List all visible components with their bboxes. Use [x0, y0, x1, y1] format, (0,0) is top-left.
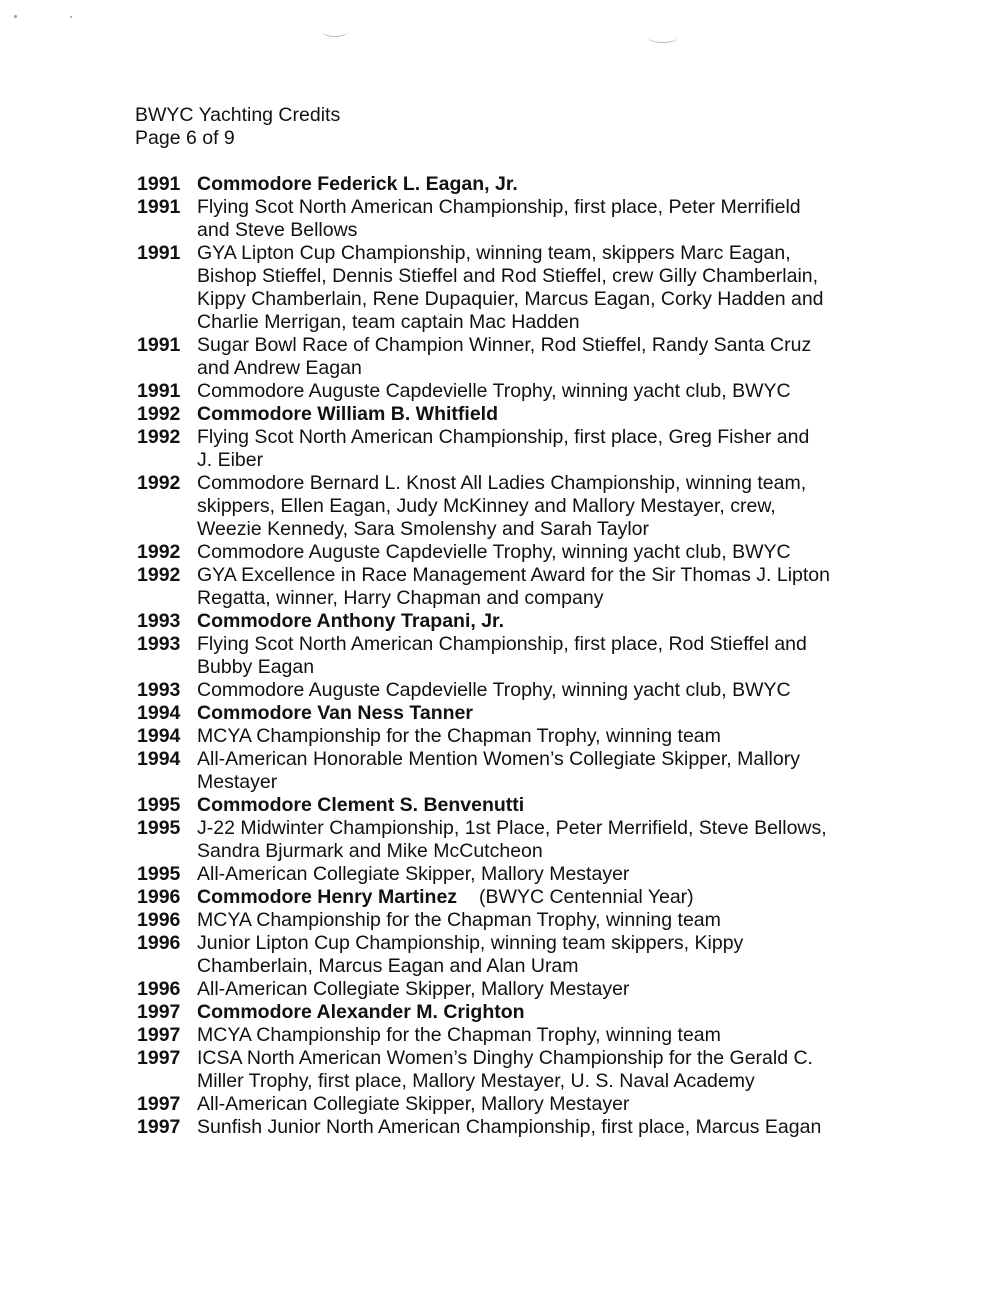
entry-line: Commodore Anthony Trapani, Jr. — [197, 610, 504, 632]
document-header — [135, 104, 340, 150]
entry-text — [197, 1024, 877, 1047]
entry-line: Commodore Federick L. Eagan, Jr. — [197, 173, 518, 195]
entry-line: MCYA Championship for the Chapman Trophy, winning team — [197, 1024, 721, 1046]
entry-year: 1992 — [137, 564, 181, 586]
entry-line: All-American Collegiate Skipper, Mallory Mestayer — [197, 1093, 630, 1115]
entry-line: and Steve Bellows — [197, 219, 358, 241]
entry-line: Sandra Bjurmark and Mike McCutcheon — [197, 840, 543, 862]
entry-year: 1996 — [137, 932, 181, 954]
entry-line: Sugar Bowl Race of Champion Winner, Rod Stieffel, Randy Santa Cruz — [197, 334, 812, 356]
entry-text — [197, 426, 877, 472]
entry-line: MCYA Championship for the Chapman Trophy, winning team — [197, 909, 721, 931]
commodore-entry — [137, 702, 877, 725]
entry-text — [197, 978, 877, 1001]
commodore-entry — [137, 173, 877, 196]
entry-text — [197, 909, 877, 932]
entry-line: Flying Scot North American Championship, first place, Greg Fisher and — [197, 426, 810, 448]
page-number: Page 6 of 9 — [135, 127, 235, 149]
entry-text — [197, 173, 877, 196]
credit-entry — [137, 1047, 877, 1093]
entry-year: 1992 — [137, 541, 181, 563]
entry-text — [197, 403, 877, 426]
entry-year: 1991 — [137, 380, 181, 402]
entry-line: All-American Honorable Mention Women’s Collegiate Skipper, Mallory — [197, 748, 800, 770]
credit-entry — [137, 564, 877, 610]
entry-year: 1996 — [137, 909, 181, 931]
credit-entry — [137, 426, 877, 472]
entry-line: Weezie Kennedy, Sara Smolenshy and Sarah Taylor — [197, 518, 650, 540]
credit-entry — [137, 909, 877, 932]
credit-entry — [137, 380, 877, 403]
entry-text — [197, 725, 877, 748]
entry-line: Commodore Auguste Capdevielle Trophy, winning yacht club, BWYC — [197, 679, 791, 701]
entry-text — [197, 541, 877, 564]
entry-year: 1997 — [137, 1093, 181, 1115]
entry-note: (BWYC Centennial Year) — [479, 886, 694, 908]
entry-year: 1995 — [137, 794, 181, 816]
entry-line: Kippy Chamberlain, Rene Dupaquier, Marcus Eagan, Corky Hadden and — [197, 288, 824, 310]
entry-year: 1995 — [137, 817, 181, 839]
entry-text — [197, 242, 877, 334]
entry-text — [197, 679, 877, 702]
credit-entry — [137, 541, 877, 564]
entry-line: Chamberlain, Marcus Eagan and Alan Uram — [197, 955, 579, 977]
entry-text — [197, 196, 877, 242]
entry-year: 1991 — [137, 242, 181, 264]
entry-year: 1997 — [137, 1047, 181, 1069]
entry-year: 1996 — [137, 978, 181, 1000]
entry-line: Flying Scot North American Championship, first place, Rod Stieffel and — [197, 633, 807, 655]
entry-line: ICSA North American Women’s Dinghy Championship for the Gerald C. — [197, 1047, 813, 1069]
entry-line: All-American Collegiate Skipper, Mallory Mestayer — [197, 863, 630, 885]
credits-list — [137, 173, 877, 1139]
entry-year: 1996 — [137, 886, 181, 908]
entry-line: Commodore William B. Whitfield — [197, 403, 498, 425]
entry-line: J. Eiber — [197, 449, 264, 471]
entry-line: MCYA Championship for the Chapman Trophy, winning team — [197, 725, 721, 747]
entry-line: GYA Lipton Cup Championship, winning team, skippers Marc Eagan, — [197, 242, 791, 264]
credit-entry — [137, 978, 877, 1001]
credit-entry — [137, 334, 877, 380]
entry-year: 1995 — [137, 863, 181, 885]
commodore-entry — [137, 794, 877, 817]
binder-hole-mark — [648, 32, 678, 43]
entry-text — [197, 633, 877, 679]
entry-line: Regatta, winner, Harry Chapman and company — [197, 587, 604, 609]
entry-line: Commodore Clement S. Benvenutti — [197, 794, 525, 816]
entry-line: Junior Lipton Cup Championship, winning team skippers, Kippy — [197, 932, 744, 954]
entry-line: Sunfish Junior North American Championship, first place, Marcus Eagan — [197, 1116, 822, 1138]
entry-line: GYA Excellence in Race Management Award for the Sir Thomas J. Lipton — [197, 564, 830, 586]
entry-line: Commodore Van Ness Tanner — [197, 702, 473, 724]
entry-line: J-22 Midwinter Championship, 1st Place, Peter Merrifield, Steve Bellows, — [197, 817, 827, 839]
entry-text — [197, 863, 877, 886]
entry-year: 1993 — [137, 610, 181, 632]
entry-line: Charlie Merrigan, team captain Mac Hadden — [197, 311, 580, 333]
entry-text — [197, 610, 877, 633]
credit-entry — [137, 1116, 877, 1139]
entry-text — [197, 334, 877, 380]
entry-line: Flying Scot North American Championship, first place, Peter Merrifield — [197, 196, 801, 218]
credit-entry — [137, 863, 877, 886]
scan-speck — [14, 15, 17, 18]
entry-text — [197, 472, 877, 541]
entry-year: 1993 — [137, 633, 181, 655]
entry-year: 1997 — [137, 1116, 181, 1138]
credit-entry — [137, 932, 877, 978]
entry-year: 1997 — [137, 1001, 181, 1023]
entry-text — [197, 817, 877, 863]
scan-speck — [70, 16, 72, 18]
entry-year: 1991 — [137, 196, 181, 218]
entry-line: Commodore Auguste Capdevielle Trophy, winning yacht club, BWYC — [197, 541, 791, 563]
entry-text — [197, 886, 877, 909]
credit-entry — [137, 1093, 877, 1116]
entry-line: All-American Collegiate Skipper, Mallory Mestayer — [197, 978, 630, 1000]
commodore-entry — [137, 610, 877, 633]
credit-entry — [137, 472, 877, 541]
entry-line — [197, 886, 877, 909]
entry-year: 1991 — [137, 173, 181, 195]
entry-text — [197, 794, 877, 817]
entry-line: Commodore Bernard L. Knost All Ladies Championship, winning team, — [197, 472, 807, 494]
entry-line-main: Commodore Henry Martinez — [197, 886, 458, 908]
entry-line: Miller Trophy, first place, Mallory Mestayer, U. S. Naval Academy — [197, 1070, 755, 1092]
credit-entry — [137, 748, 877, 794]
entry-line: Commodore Alexander M. Crighton — [197, 1001, 525, 1023]
entry-line: skippers, Ellen Eagan, Judy McKinney and Mallory Mestayer, crew, — [197, 495, 776, 517]
commodore-entry — [137, 403, 877, 426]
credit-entry — [137, 679, 877, 702]
entry-year: 1997 — [137, 1024, 181, 1046]
entry-line: Bishop Stieffel, Dennis Stieffel and Rod Stieffel, crew Gilly Chamberlain, — [197, 265, 819, 287]
entry-year: 1992 — [137, 426, 181, 448]
entry-text — [197, 1001, 877, 1024]
entry-year: 1993 — [137, 679, 181, 701]
entry-line: and Andrew Eagan — [197, 357, 362, 379]
binder-hole-mark — [322, 26, 348, 37]
entry-text — [197, 380, 877, 403]
entry-year: 1992 — [137, 472, 181, 494]
entry-text — [197, 932, 877, 978]
document-title: BWYC Yachting Credits — [135, 104, 341, 126]
entry-year: 1991 — [137, 334, 181, 356]
entry-line: Bubby Eagan — [197, 656, 315, 678]
credit-entry — [137, 633, 877, 679]
credit-entry — [137, 817, 877, 863]
entry-text — [197, 748, 877, 794]
entry-text — [197, 1047, 877, 1093]
credit-entry — [137, 725, 877, 748]
entry-line: Commodore Auguste Capdevielle Trophy, winning yacht club, BWYC — [197, 380, 791, 402]
credit-entry — [137, 196, 877, 242]
entry-line: Mestayer — [197, 771, 278, 793]
entry-year: 1994 — [137, 702, 181, 724]
entry-text — [197, 564, 877, 610]
entry-year: 1992 — [137, 403, 181, 425]
entry-text — [197, 1116, 877, 1139]
entry-year: 1994 — [137, 748, 181, 770]
commodore-entry — [137, 886, 877, 909]
commodore-entry — [137, 1001, 877, 1024]
credit-entry — [137, 1024, 877, 1047]
entry-text — [197, 1093, 877, 1116]
entry-year: 1994 — [137, 725, 181, 747]
entry-text — [197, 702, 877, 725]
credit-entry — [137, 242, 877, 334]
